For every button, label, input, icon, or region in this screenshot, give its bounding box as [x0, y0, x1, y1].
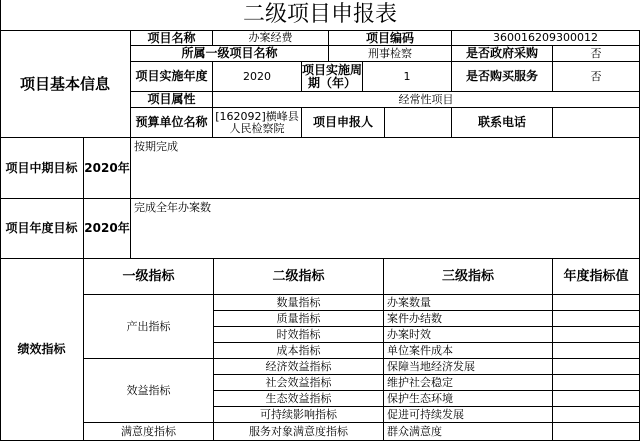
indicator-level3: 促进可持续发展 — [384, 407, 553, 423]
performance-indicators-label: 绩效指标 — [0, 259, 84, 441]
implementation-period-value: 1 — [363, 62, 452, 92]
indicator-group-output: 产出指标 — [84, 295, 214, 359]
annual-goal-text: 完成全年办案数 — [131, 199, 640, 259]
indicator-value — [553, 295, 640, 311]
gov-purchase-value: 否 — [553, 46, 640, 62]
midterm-goal-year: 2020年 — [84, 138, 131, 199]
indicator-level2: 时效指标 — [214, 327, 384, 343]
annual-goal-label: 项目年度目标 — [0, 199, 84, 259]
budget-unit-label: 预算单位名称 — [131, 108, 213, 138]
indicator-level3: 维护社会稳定 — [384, 375, 553, 391]
indicator-level3: 办案时效 — [384, 327, 553, 343]
project-code-value: 360016209300012 — [452, 31, 640, 46]
indicator-value — [553, 375, 640, 391]
indicator-value — [553, 343, 640, 359]
project-name-label: 项目名称 — [131, 31, 213, 46]
indicator-level3: 保护生态环境 — [384, 391, 553, 407]
applicant-value — [385, 108, 452, 138]
indicator-level2: 经济效益指标 — [214, 359, 384, 375]
indicator-level3: 办案数量 — [384, 295, 553, 311]
indicator-value — [553, 391, 640, 407]
indicator-group-benefit: 效益指标 — [84, 359, 214, 423]
midterm-goal-label: 项目中期目标 — [0, 138, 84, 199]
parent-project-value: 刑事检察 — [329, 46, 452, 62]
indicator-level2: 生态效益指标 — [214, 391, 384, 407]
midterm-goal-text: 按期完成 — [131, 138, 640, 199]
indicator-level2: 服务对象满意度指标 — [214, 423, 384, 441]
project-attribute-label: 项目属性 — [131, 92, 213, 108]
form-title: 二级项目申报表 — [0, 0, 640, 31]
contact-phone-value — [553, 108, 640, 138]
indicator-level3: 群众满意度 — [384, 423, 553, 441]
indicator-level2: 数量指标 — [214, 295, 384, 311]
parent-project-label: 所属一级项目名称 — [131, 46, 329, 62]
indicator-level3: 案件办结数 — [384, 311, 553, 327]
indicator-level2: 可持续影响指标 — [214, 407, 384, 423]
indicator-level2: 社会效益指标 — [214, 375, 384, 391]
header-level2: 二级指标 — [214, 259, 384, 295]
indicator-level3: 保障当地经济发展 — [384, 359, 553, 375]
indicator-level2: 成本指标 — [214, 343, 384, 359]
gov-purchase-label: 是否政府采购 — [452, 46, 553, 62]
indicator-level3: 单位案件成本 — [384, 343, 553, 359]
indicator-value — [553, 359, 640, 375]
indicator-value — [553, 327, 640, 343]
project-name-value: 办案经费 — [213, 31, 329, 46]
indicator-value — [553, 311, 640, 327]
implementation-year-label: 项目实施年度 — [131, 62, 213, 92]
project-attribute-value: 经常性项目 — [213, 92, 640, 108]
annual-goal-year: 2020年 — [84, 199, 131, 259]
header-level3: 三级指标 — [384, 259, 553, 295]
basic-info-section-label: 项目基本信息 — [0, 31, 131, 138]
indicator-level2: 质量指标 — [214, 311, 384, 327]
indicator-value — [553, 423, 640, 441]
implementation-year-value: 2020 — [213, 62, 302, 92]
buy-service-label: 是否购买服务 — [452, 62, 553, 92]
contact-phone-label: 联系电话 — [452, 108, 553, 138]
implementation-period-label: 项目实施周期（年） — [302, 62, 363, 92]
indicator-value — [553, 407, 640, 423]
header-annual-value: 年度指标值 — [553, 259, 640, 295]
applicant-label: 项目申报人 — [302, 108, 385, 138]
buy-service-value: 否 — [553, 62, 640, 92]
project-code-label: 项目编码 — [329, 31, 452, 46]
indicator-group-satisfaction: 满意度指标 — [84, 423, 214, 441]
budget-unit-value: [162092]横峰县人民检察院 — [213, 108, 302, 138]
header-level1: 一级指标 — [84, 259, 214, 295]
